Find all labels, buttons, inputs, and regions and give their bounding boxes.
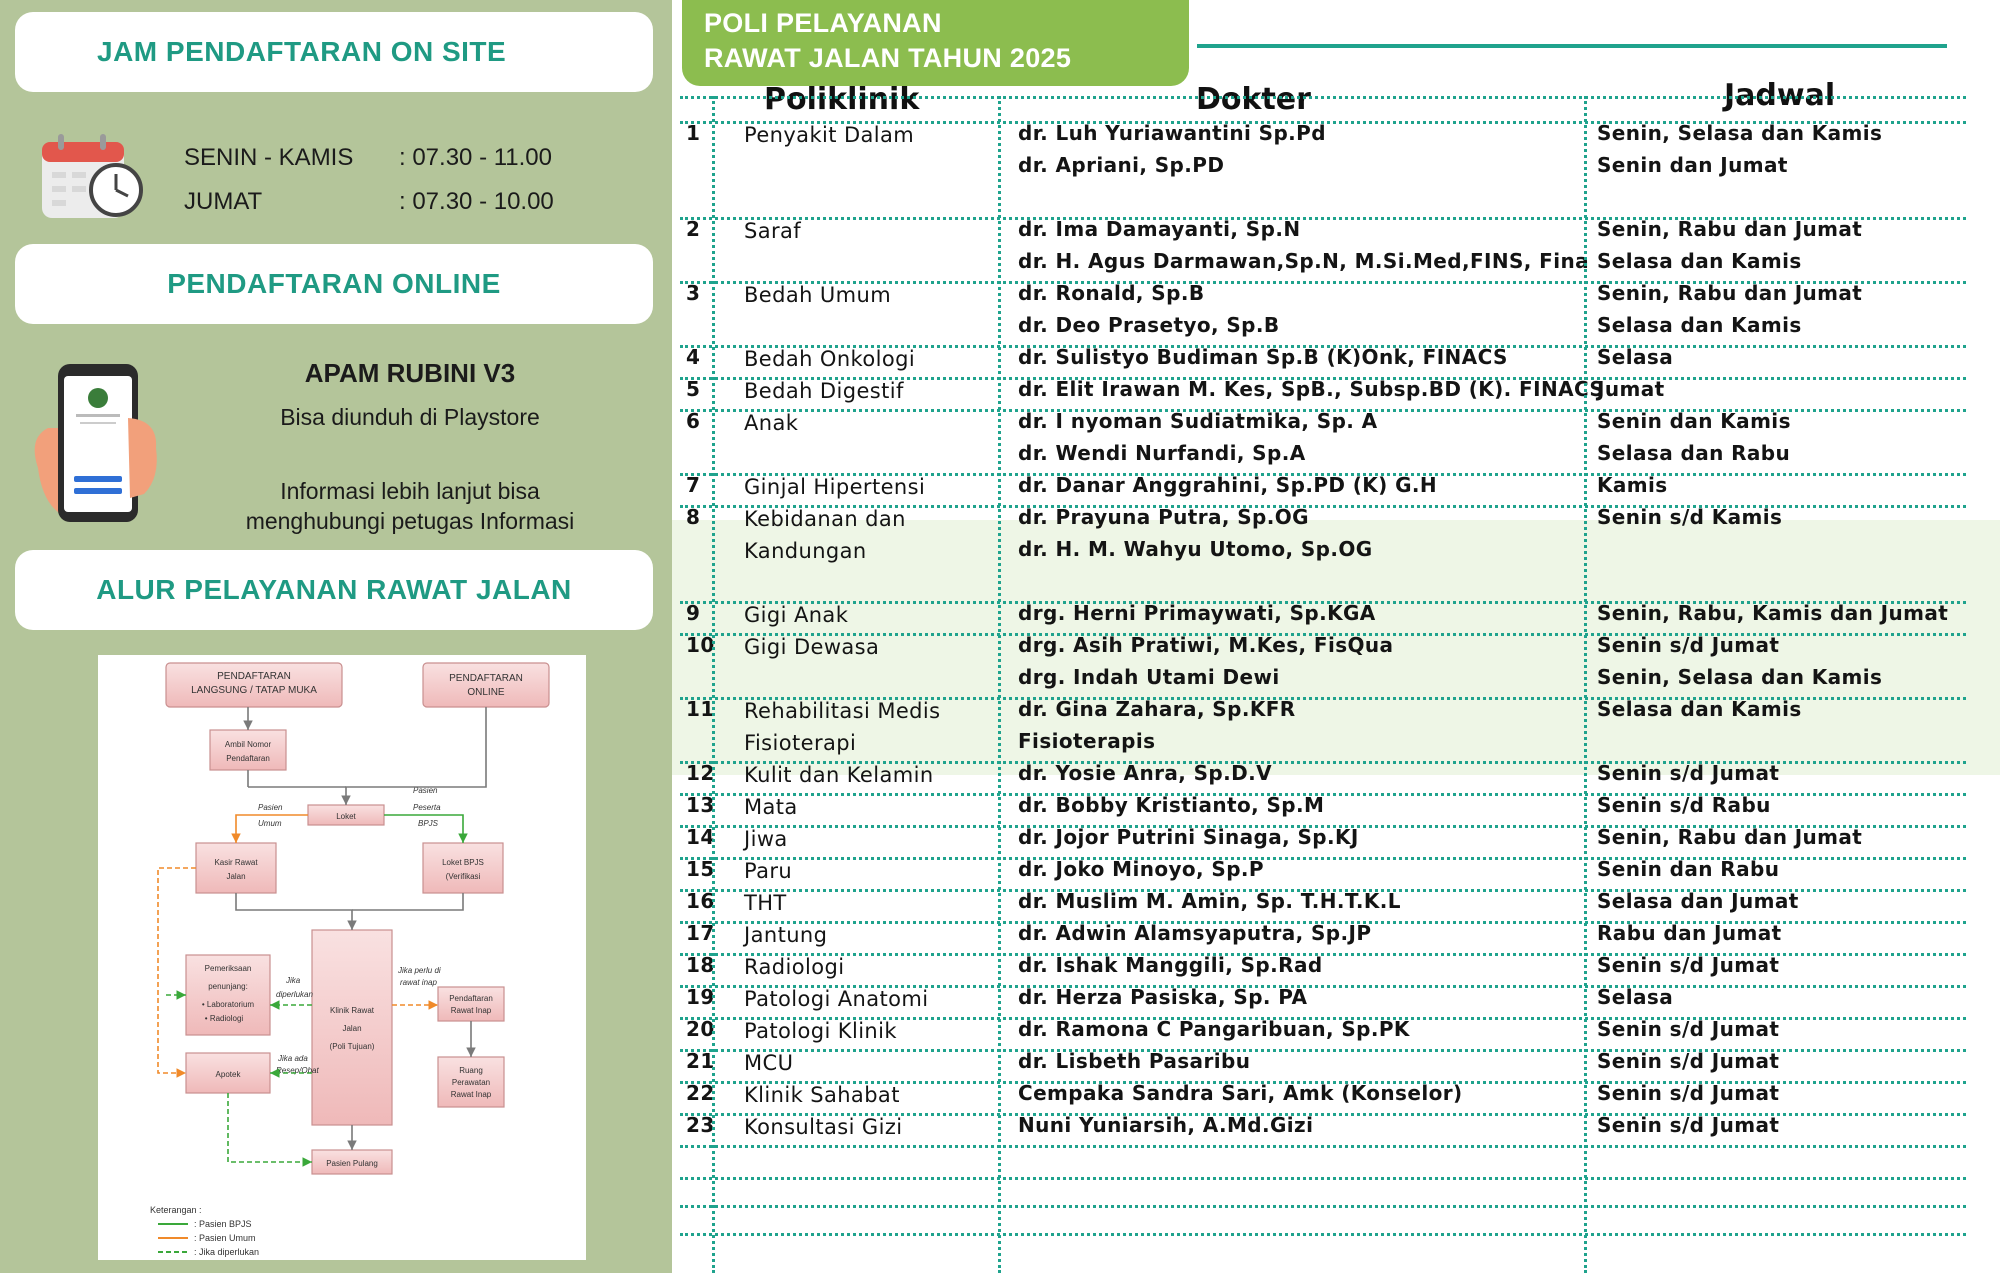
cell-jadwal: Senin, Rabu dan Jumat [1597, 281, 1863, 305]
cell-dokter: dr. H. Agus Darmawan,Sp.N, M.Si.Med,FINS, Fina [1018, 249, 1590, 273]
registration-hours-card [15, 12, 653, 92]
cell-poliklinik: Fisioterapi [744, 731, 857, 755]
table-row-divider [680, 1145, 1966, 1148]
cell-dokter: dr. H. M. Wahyu Utomo, Sp.OG [1018, 537, 1373, 561]
cell-jadwal: Senin dan Rabu [1597, 857, 1780, 881]
schedule-time: : 07.30 - 11.00 [399, 144, 552, 171]
cell-jadwal: Selasa [1597, 345, 1674, 369]
cell-poliklinik: Saraf [744, 219, 802, 243]
cell-dokter: drg. Herni Primaywati, Sp.KGA [1018, 601, 1376, 625]
row-number: 8 [686, 505, 701, 529]
row-number: 12 [686, 761, 715, 785]
legend-title: Keterangan : [150, 1205, 202, 1215]
cell-jadwal: Senin s/d Kamis [1597, 505, 1783, 529]
cell-dokter: dr. Luh Yuriawantini Sp.Pd [1018, 121, 1326, 145]
cell-poliklinik: Patologi Klinik [744, 1019, 897, 1043]
cell-jadwal: Senin, Rabu, Kamis dan Jumat [1597, 601, 1949, 625]
cell-poliklinik: Bedah Onkologi [744, 347, 916, 371]
cell-poliklinik: MCU [744, 1051, 794, 1075]
cell-jadwal: Jumat [1597, 377, 1665, 401]
cell-poliklinik: Bedah Umum [744, 283, 892, 307]
cell-poliklinik: Radiologi [744, 955, 845, 979]
cell-jadwal: Rabu dan Jumat [1597, 921, 1782, 945]
cell-jadwal: Kamis [1597, 473, 1668, 497]
table-row-divider [680, 1177, 1966, 1180]
row-number: 15 [686, 857, 715, 881]
registration-hours-title: JAM PENDAFTARAN ON SITE [97, 36, 507, 67]
row-number: 21 [686, 1049, 715, 1073]
cell-jadwal: Senin s/d Jumat [1597, 953, 1780, 977]
info-text [200, 476, 620, 536]
schedule-subtitle: RAWAT JALAN TAHUN 2025 [704, 43, 1072, 73]
cell-poliklinik: THT [744, 891, 787, 915]
legend-item: : Pasien Umum [194, 1233, 256, 1243]
row-number: 20 [686, 1017, 715, 1041]
cell-jadwal: Selasa dan Kamis [1597, 249, 1802, 273]
flow-box-online [423, 663, 549, 707]
row-number: 13 [686, 793, 715, 817]
flow-text: Rawat Inap [450, 1006, 492, 1015]
flow-label: diperlukan [276, 990, 313, 999]
flow-text: Kasir Rawat [214, 858, 258, 867]
cell-dokter: Cempaka Sandra Sari, Amk (Konselor) [1018, 1081, 1463, 1105]
online-registration-card [15, 244, 653, 324]
service-flow-card [15, 550, 653, 630]
cell-dokter: Nuni Yuniarsih, A.Md.Gizi [1018, 1113, 1314, 1137]
flow-text: penunjang: [208, 982, 248, 991]
cell-poliklinik: Klinik Sahabat [744, 1083, 900, 1107]
cell-dokter: drg. Indah Utami Dewi [1018, 665, 1280, 689]
flow-text: Loket [336, 812, 356, 821]
schedule-row [184, 136, 554, 180]
cell-dokter: Fisioterapis [1018, 729, 1156, 753]
cell-poliklinik: Mata [744, 795, 798, 819]
flow-text: Jalan [226, 872, 246, 881]
schedule-time: : 07.30 - 10.00 [399, 188, 554, 215]
row-number: 17 [686, 921, 715, 945]
flow-label: BPJS [418, 819, 439, 828]
cell-jadwal: Senin s/d Jumat [1597, 1049, 1780, 1073]
flow-text: Perawatan [451, 1078, 491, 1087]
cell-poliklinik: Jantung [744, 923, 828, 947]
table-column-divider [998, 96, 1001, 1273]
row-number: 1 [686, 121, 701, 145]
table-row-divider [680, 1205, 1966, 1208]
row-number: 16 [686, 889, 715, 913]
cell-dokter: dr. Danar Anggrahini, Sp.PD (K) G.H [1018, 473, 1438, 497]
cell-dokter: dr. Prayuna Putra, Sp.OG [1018, 505, 1309, 529]
cell-jadwal: Senin s/d Jumat [1597, 1081, 1780, 1105]
cell-poliklinik: Kebidanan dan [744, 507, 906, 531]
flow-text: Ruang [459, 1066, 483, 1075]
cell-dokter: dr. Wendi Nurfandi, Sp.A [1018, 441, 1306, 465]
cell-dokter: dr. Sulistyo Budiman Sp.B (K)Onk, FINACS [1018, 345, 1508, 369]
column-header-dokter: Dokter [1196, 82, 1311, 117]
cell-dokter: dr. Muslim M. Amin, Sp. T.H.T.K.L [1018, 889, 1401, 913]
flow-label: Jika [286, 976, 301, 985]
flow-text: • Radiologi [204, 1014, 244, 1023]
service-flowchart [98, 655, 586, 1260]
cell-jadwal: Selasa dan Jumat [1597, 889, 1799, 913]
row-number: 19 [686, 985, 715, 1009]
cell-dokter: dr. Ramona C Pangaribuan, Sp.PK [1018, 1017, 1410, 1041]
flow-text: Pasien Pulang [326, 1159, 378, 1168]
cell-dokter: dr. Joko Minoyo, Sp.P [1018, 857, 1264, 881]
flow-label: Pasien [413, 786, 438, 795]
cell-jadwal: Selasa dan Rabu [1597, 441, 1791, 465]
cell-jadwal: Senin, Selasa dan Kamis [1597, 121, 1883, 145]
flow-text: (Poli Tujuan) [329, 1042, 375, 1051]
table-row-divider [680, 96, 1966, 99]
cell-jadwal: Senin dan Jumat [1597, 153, 1788, 177]
cell-dokter: dr. Deo Prasetyo, Sp.B [1018, 313, 1280, 337]
flow-label: Jika ada [278, 1054, 308, 1063]
row-number: 10 [686, 633, 715, 657]
row-number: 2 [686, 217, 701, 241]
flow-text: (Verifikasi [445, 872, 481, 881]
flow-text: PENDAFTARAN [217, 671, 291, 682]
flow-label: rawat inap [400, 978, 437, 987]
column-header-jadwal: Jadwal [1724, 78, 1836, 113]
cell-poliklinik: Kandungan [744, 539, 867, 563]
flow-text: Apotek [215, 1070, 241, 1079]
cell-jadwal: Senin, Rabu dan Jumat [1597, 825, 1863, 849]
cell-jadwal: Senin dan Kamis [1597, 409, 1791, 433]
cell-dokter: dr. Gina Zahara, Sp.KFR [1018, 697, 1296, 721]
table-column-divider [1584, 96, 1587, 1273]
flow-text: Ambil Nomor [224, 740, 272, 749]
schedule-day: SENIN - KAMIS [184, 144, 354, 171]
cell-jadwal: Senin, Selasa dan Kamis [1597, 665, 1883, 689]
cell-dokter: dr. Yosie Anra, Sp.D.V [1018, 761, 1272, 785]
cell-dokter: dr. Lisbeth Pasaribu [1018, 1049, 1251, 1073]
cell-dokter: dr. Herza Pasiska, Sp. PA [1018, 985, 1308, 1009]
cell-dokter: dr. Ishak Manggili, Sp.Rad [1018, 953, 1323, 977]
flow-box-ambil-nomor [210, 730, 286, 770]
row-number: 5 [686, 377, 701, 401]
schedule-day: JUMAT [184, 188, 263, 215]
row-number: 9 [686, 601, 701, 625]
flow-text: • Laboratorium [201, 1000, 255, 1009]
flow-box-kasir [196, 843, 276, 893]
cell-poliklinik: Jiwa [744, 827, 788, 851]
flow-text: Rawat Inap [450, 1090, 492, 1099]
registration-schedule [184, 136, 554, 224]
cell-jadwal: Senin s/d Jumat [1597, 1017, 1780, 1041]
info-line: Informasi lebih lanjut bisa [280, 478, 540, 504]
cell-jadwal: Selasa [1597, 985, 1674, 1009]
cell-jadwal: Selasa dan Kamis [1597, 313, 1802, 337]
schedule-row [184, 180, 554, 224]
cell-poliklinik: Bedah Digestif [744, 379, 904, 403]
flow-label: Peserta [413, 803, 441, 812]
column-header-poliklinik: Poliklinik [764, 82, 920, 117]
flow-text: Pendaftaran [226, 754, 270, 763]
cell-dokter: dr. Apriani, Sp.PD [1018, 153, 1225, 177]
flow-text: LANGSUNG / TATAP MUKA [191, 685, 317, 696]
cell-jadwal: Senin s/d Jumat [1597, 633, 1780, 657]
table-row-divider [680, 1233, 1966, 1236]
schedule-title: POLI PELAYANAN [704, 8, 942, 38]
cell-poliklinik: Rehabilitasi Medis [744, 699, 941, 723]
flow-text: Pendaftaran [449, 994, 493, 1003]
row-number: 11 [686, 697, 715, 721]
flow-label: Jika perlu di [398, 966, 441, 975]
cell-poliklinik: Konsultasi Gizi [744, 1115, 903, 1139]
row-number: 6 [686, 409, 701, 433]
cell-poliklinik: Gigi Anak [744, 603, 849, 627]
flow-box-loket-bpjs [423, 843, 503, 893]
cell-poliklinik: Kulit dan Kelamin [744, 763, 934, 787]
row-number: 4 [686, 345, 701, 369]
legend-item: : Pasien BPJS [194, 1219, 252, 1229]
left-panel [0, 0, 672, 1273]
flow-label: Resep/Obat [276, 1066, 319, 1075]
row-number: 14 [686, 825, 715, 849]
schedule-table [672, 0, 2000, 1273]
row-number: 22 [686, 1081, 715, 1105]
row-number: 7 [686, 473, 701, 497]
info-line: menghubungi petugas Informasi [245, 508, 575, 534]
cell-jadwal: Senin, Rabu dan Jumat [1597, 217, 1863, 241]
flow-text: Pemeriksaan [204, 964, 252, 973]
cell-poliklinik: Penyakit Dalam [744, 123, 915, 147]
cell-dokter: drg. Asih Pratiwi, M.Kes, FisQua [1018, 633, 1394, 657]
cell-jadwal: Senin s/d Jumat [1597, 1113, 1780, 1137]
cell-dokter: dr. Elit Irawan M. Kes, SpB., Subsp.BD (K). FINACS [1018, 377, 1605, 401]
right-panel [672, 0, 2000, 1273]
row-number: 18 [686, 953, 715, 977]
flow-text: Jalan [342, 1024, 362, 1033]
calendar-clock-icon [40, 132, 144, 222]
online-registration-title: PENDAFTARAN ONLINE [167, 268, 501, 299]
cell-jadwal: Selasa dan Kamis [1597, 697, 1802, 721]
app-name: APAM RUBINI V3 [304, 358, 516, 388]
cell-poliklinik: Paru [744, 859, 793, 883]
cell-poliklinik: Patologi Anatomi [744, 987, 929, 1011]
row-number: 3 [686, 281, 701, 305]
cell-dokter: dr. I nyoman Sudiatmika, Sp. A [1018, 409, 1378, 433]
flow-text: Klinik Rawat [329, 1006, 375, 1015]
flow-text: Loket BPJS [442, 858, 484, 867]
flow-label: Pasien [258, 803, 283, 812]
cell-dokter: dr. Ima Damayanti, Sp.N [1018, 217, 1301, 241]
table-column-divider [712, 96, 715, 1273]
cell-dokter: dr. Jojor Putrini Sinaga, Sp.KJ [1018, 825, 1359, 849]
flow-text: PENDAFTARAN [449, 673, 523, 684]
service-flow-title: ALUR PELAYANAN RAWAT JALAN [96, 574, 572, 605]
flow-text: ONLINE [467, 687, 505, 698]
cell-dokter: dr. Adwin Alamsyaputra, Sp.JP [1018, 921, 1372, 945]
phone-in-hand-icon [28, 358, 168, 528]
cell-poliklinik: Ginjal Hipertensi [744, 475, 926, 499]
cell-jadwal: Senin s/d Rabu [1597, 793, 1771, 817]
legend-item: : Jika diperlukan [194, 1247, 260, 1257]
cell-dokter: dr. Bobby Kristianto, Sp.M [1018, 793, 1325, 817]
app-download-text: Bisa diunduh di Playstore [280, 404, 540, 430]
cell-poliklinik: Anak [744, 411, 799, 435]
row-number: 23 [686, 1113, 715, 1137]
flow-label: Umum [258, 819, 282, 828]
flow-box-pendaftaran-inap [438, 987, 504, 1021]
cell-jadwal: Senin s/d Jumat [1597, 761, 1780, 785]
cell-poliklinik: Gigi Dewasa [744, 635, 880, 659]
cell-dokter: dr. Ronald, Sp.B [1018, 281, 1205, 305]
